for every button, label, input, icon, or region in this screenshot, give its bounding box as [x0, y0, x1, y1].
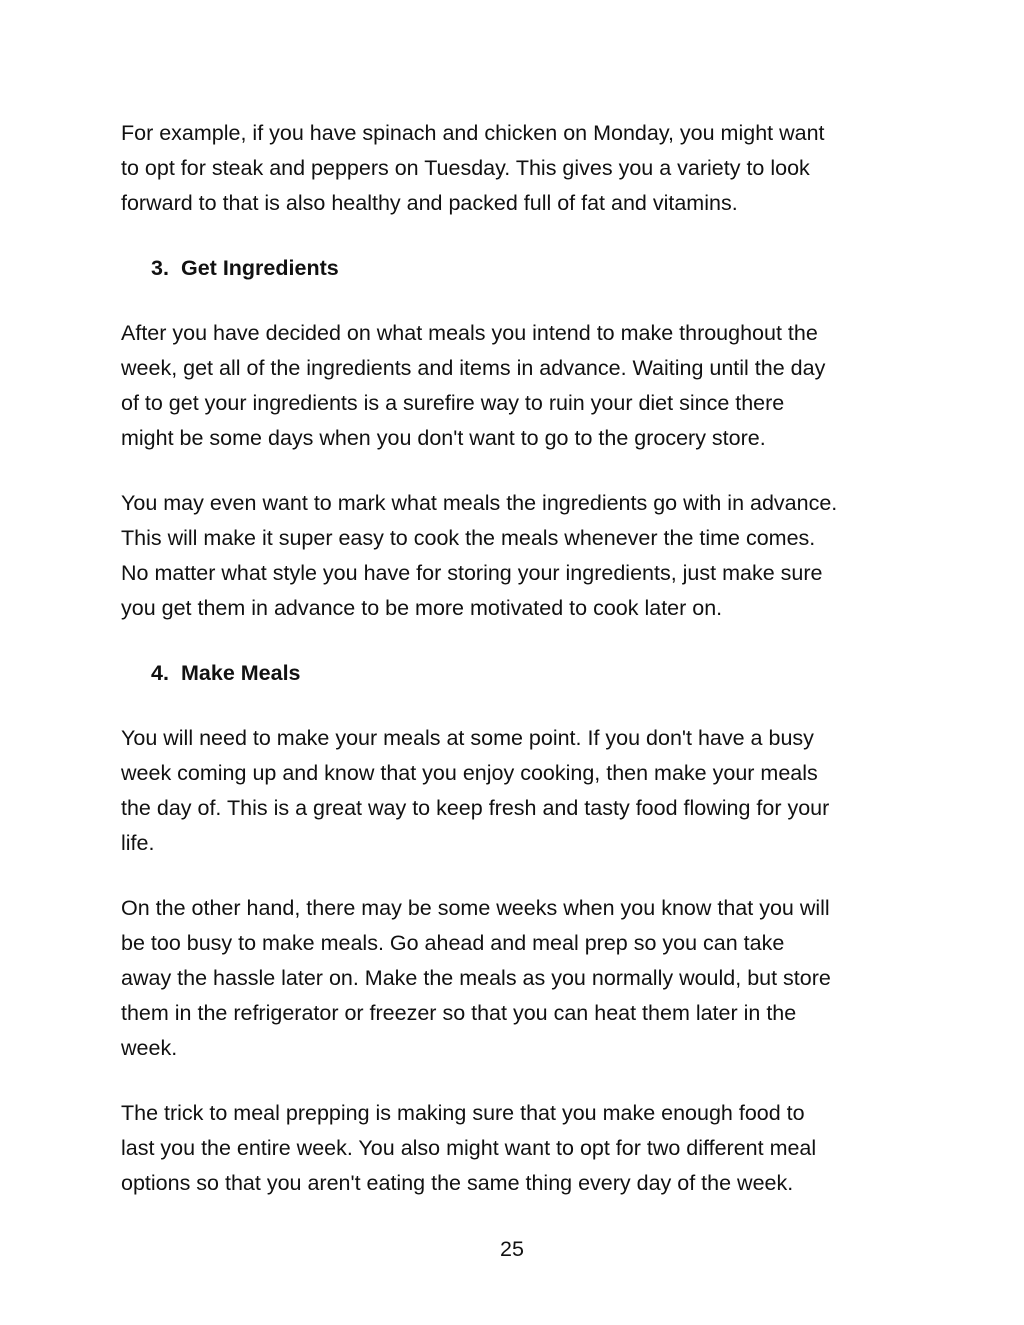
section-number: 4. [151, 661, 169, 685]
text-line: options so that you aren't eating the same thing every day of the week. [121, 1171, 794, 1195]
text-line: week, get all of the ingredients and items in advance. Waiting until the day [121, 356, 826, 380]
section-heading-get-ingredients [121, 251, 911, 286]
text-line: you get them in advance to be more motivated to cook later on. [121, 596, 723, 620]
paragraph-make-meals [121, 721, 911, 861]
paragraph-trick [121, 1096, 911, 1201]
page-content [121, 116, 911, 1201]
text-line: No matter what style you have for storing your ingredients, just make sure [121, 561, 823, 585]
paragraph-variety [121, 116, 911, 221]
section-title: Make Meals [181, 661, 301, 685]
text-line: This will make it super easy to cook the meals whenever the time comes. [121, 526, 816, 550]
text-line: The trick to meal prepping is making sure that you make enough food to [121, 1101, 805, 1125]
section-number: 3. [151, 256, 169, 280]
text-line: life. [121, 831, 155, 855]
section-heading-make-meals [121, 656, 911, 691]
text-line: After you have decided on what meals you intend to make throughout the [121, 321, 818, 345]
text-line: be too busy to make meals. Go ahead and meal prep so you can take [121, 931, 785, 955]
text-line: On the other hand, there may be some weeks when you know that you will [121, 896, 830, 920]
text-line: week. [121, 1036, 178, 1060]
text-line: You will need to make your meals at some point. If you don't have a busy [121, 726, 814, 750]
text-line: of to get your ingredients is a surefire way to ruin your diet since there [121, 391, 785, 415]
text-line: For example, if you have spinach and chicken on Monday, you might want [121, 121, 825, 145]
text-line: last you the entire week. You also might want to opt for two different meal [121, 1136, 817, 1160]
text-line: away the hassle later on. Make the meals as you normally would, but store [121, 966, 831, 990]
paragraph-ingredients-advance [121, 316, 911, 456]
text-line: week coming up and know that you enjoy cooking, then make your meals [121, 761, 818, 785]
paragraph-meal-prep [121, 891, 911, 1066]
page-number: 25 [500, 1237, 524, 1261]
paragraph-mark-meals [121, 486, 911, 626]
text-line: the day of. This is a great way to keep fresh and tasty food flowing for your [121, 796, 830, 820]
text-line: to opt for steak and peppers on Tuesday. This gives you a variety to look [121, 156, 810, 180]
section-title: Get Ingredients [181, 256, 339, 280]
text-line: might be some days when you don't want to go to the grocery store. [121, 426, 766, 450]
text-line: them in the refrigerator or freezer so that you can heat them later in the [121, 1001, 797, 1025]
text-line: forward to that is also healthy and packed full of fat and vitamins. [121, 191, 738, 215]
text-line: You may even want to mark what meals the ingredients go with in advance. [121, 491, 838, 515]
